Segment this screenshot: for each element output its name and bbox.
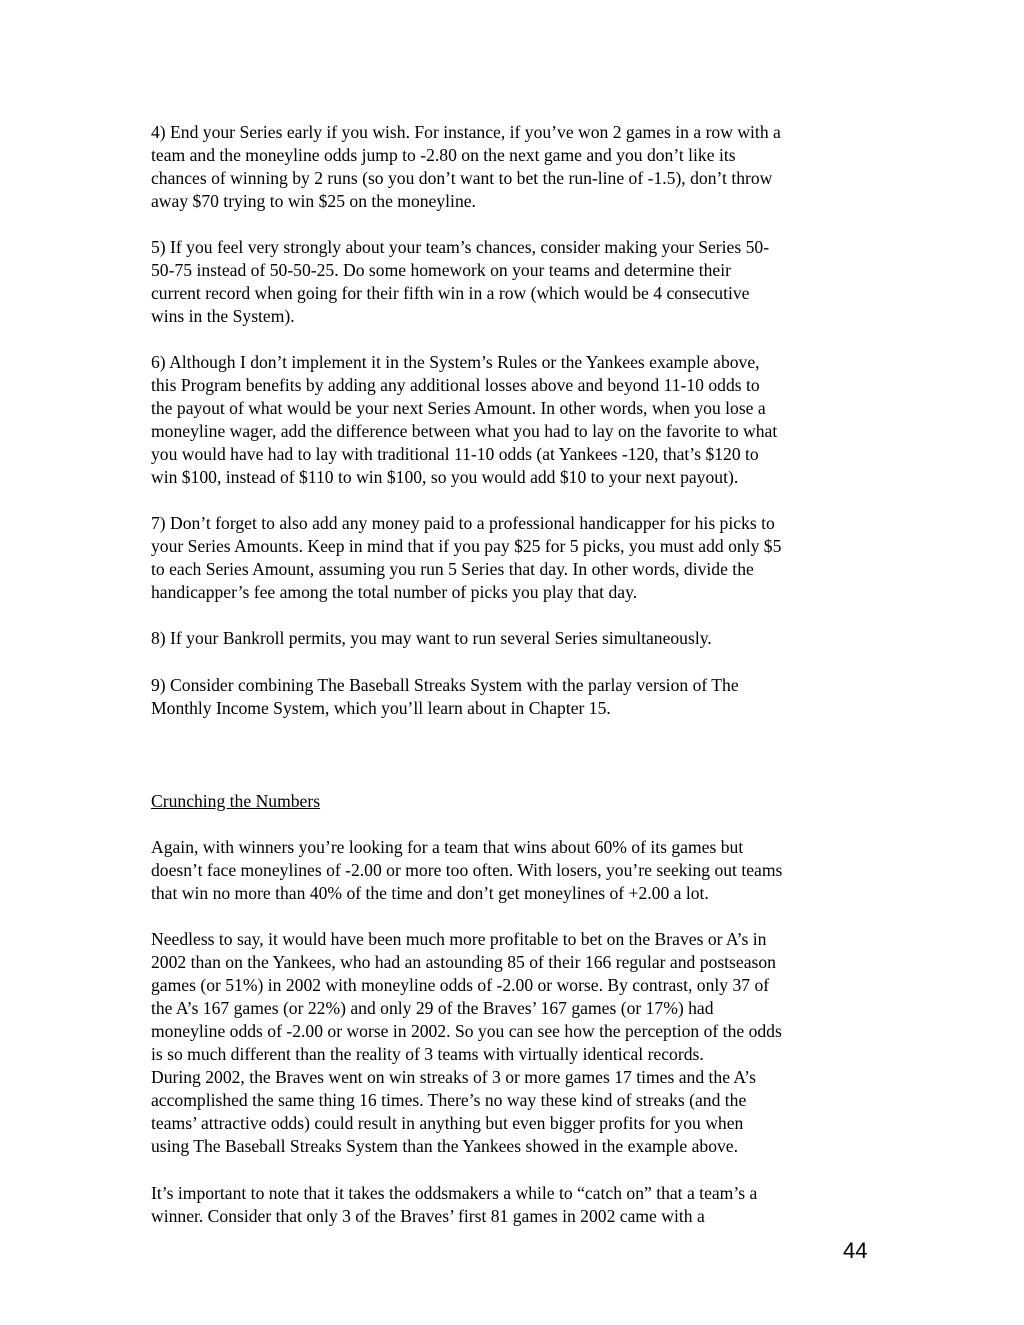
text-line: 5) If you feel very strongly about your team’s chances, consider making your Series 50-: [151, 237, 770, 257]
text-line: that win no more than 40% of the time and don’t get moneylines of +2.00 a lot.: [151, 883, 709, 903]
text-line: this Program benefits by adding any additional losses above and beyond 11-10 odds to: [151, 375, 760, 395]
text-line: 2002 than on the Yankees, who had an astounding 85 of their 166 regular and postseason: [151, 952, 776, 972]
text-line: It’s important to note that it takes the oddsmakers a while to “catch on” that a team’s a: [151, 1183, 758, 1203]
text-line: moneyline odds of -2.00 or worse in 2002. So you can see how the perception of the odds: [151, 1021, 782, 1041]
text-line: winner. Consider that only 3 of the Braves’ first 81 games in 2002 came with a: [151, 1206, 705, 1226]
text-line: teams’ attractive odds) could result in anything but even bigger profits for you when: [151, 1113, 744, 1133]
text-line: to each Series Amount, assuming you run 5 Series that day. In other words, divide the: [151, 559, 754, 579]
text-line: Monthly Income System, which you’ll learn about in Chapter 15.: [151, 698, 611, 718]
paragraph-body-2: [151, 928, 881, 1158]
text-line: 6) Although I don’t implement it in the System’s Rules or the Yankees example above,: [151, 352, 760, 372]
text-line: Again, with winners you’re looking for a team that wins about 60% of its games but: [151, 837, 744, 857]
text-line: Needless to say, it would have been much more profitable to bet on the Braves or A’s in: [151, 929, 767, 949]
paragraph-tip-4: [151, 121, 881, 213]
paragraph-tip-7: [151, 512, 881, 604]
text-line: the A’s 167 games (or 22%) and only 29 of the Braves’ 167 games (or 17%) had: [151, 998, 714, 1018]
text-line: accomplished the same thing 16 times. There’s no way these kind of streaks (and the: [151, 1090, 747, 1110]
text-line: current record when going for their fifth win in a row (which would be 4 consecutive: [151, 283, 750, 303]
text-line: 4) End your Series early if you wish. For instance, if you’ve won 2 games in a row with a: [151, 122, 781, 142]
text-line: 9) Consider combining The Baseball Streaks System with the parlay version of The: [151, 675, 739, 695]
text-line: During 2002, the Braves went on win streaks of 3 or more games 17 times and the A’s: [151, 1067, 756, 1087]
text-line: is so much different than the reality of 3 teams with virtually identical records.: [151, 1044, 704, 1064]
text-line: wins in the System).: [151, 306, 295, 326]
text-line: moneyline wager, add the difference between what you had to lay on the favorite to what: [151, 421, 778, 441]
text-line: games (or 51%) in 2002 with moneyline odds of -2.00 or worse. By contrast, only 37 of: [151, 975, 770, 995]
text-line: the payout of what would be your next Series Amount. In other words, when you lose a: [151, 398, 766, 418]
text-line: you would have had to lay with traditional 11-10 odds (at Yankees -120, that’s $120 to: [151, 444, 759, 464]
text-line: 7) Don’t forget to also add any money paid to a professional handicapper for his picks to: [151, 513, 775, 533]
text-line: 8) If your Bankroll permits, you may want to run several Series simultaneously.: [151, 628, 712, 648]
paragraph-tip-9: [151, 674, 881, 720]
text-line: chances of winning by 2 runs (so you don’t want to bet the run-line of -1.5), don’t throw: [151, 168, 773, 188]
paragraph-tip-5: [151, 236, 881, 328]
paragraph-tip-8: [151, 627, 881, 650]
paragraph-body-1: [151, 836, 881, 905]
text-line: using The Baseball Streaks System than the Yankees showed in the example above.: [151, 1136, 739, 1156]
text-line: away $70 trying to win $25 on the moneyline.: [151, 191, 476, 211]
text-line: win $100, instead of $110 to win $100, so you would add $10 to your next payout).: [151, 467, 739, 487]
section-heading: [151, 790, 881, 813]
paragraph-tip-6: [151, 351, 881, 489]
text-line: doesn’t face moneylines of -2.00 or more too often. With losers, you’re seeking out teams: [151, 860, 783, 880]
text-line: team and the moneyline odds jump to -2.80 on the next game and you don’t like its: [151, 145, 736, 165]
text-line: your Series Amounts. Keep in mind that if you pay $25 for 5 picks, you must add only $5: [151, 536, 782, 556]
text-line: handicapper’s fee among the total number of picks you play that day.: [151, 582, 638, 602]
section-heading-text: Crunching the Numbers: [151, 791, 321, 811]
page-number: 44: [843, 1238, 868, 1263]
text-line: 50-75 instead of 50-50-25. Do some homework on your teams and determine their: [151, 260, 731, 280]
paragraph-body-3: [151, 1182, 881, 1228]
